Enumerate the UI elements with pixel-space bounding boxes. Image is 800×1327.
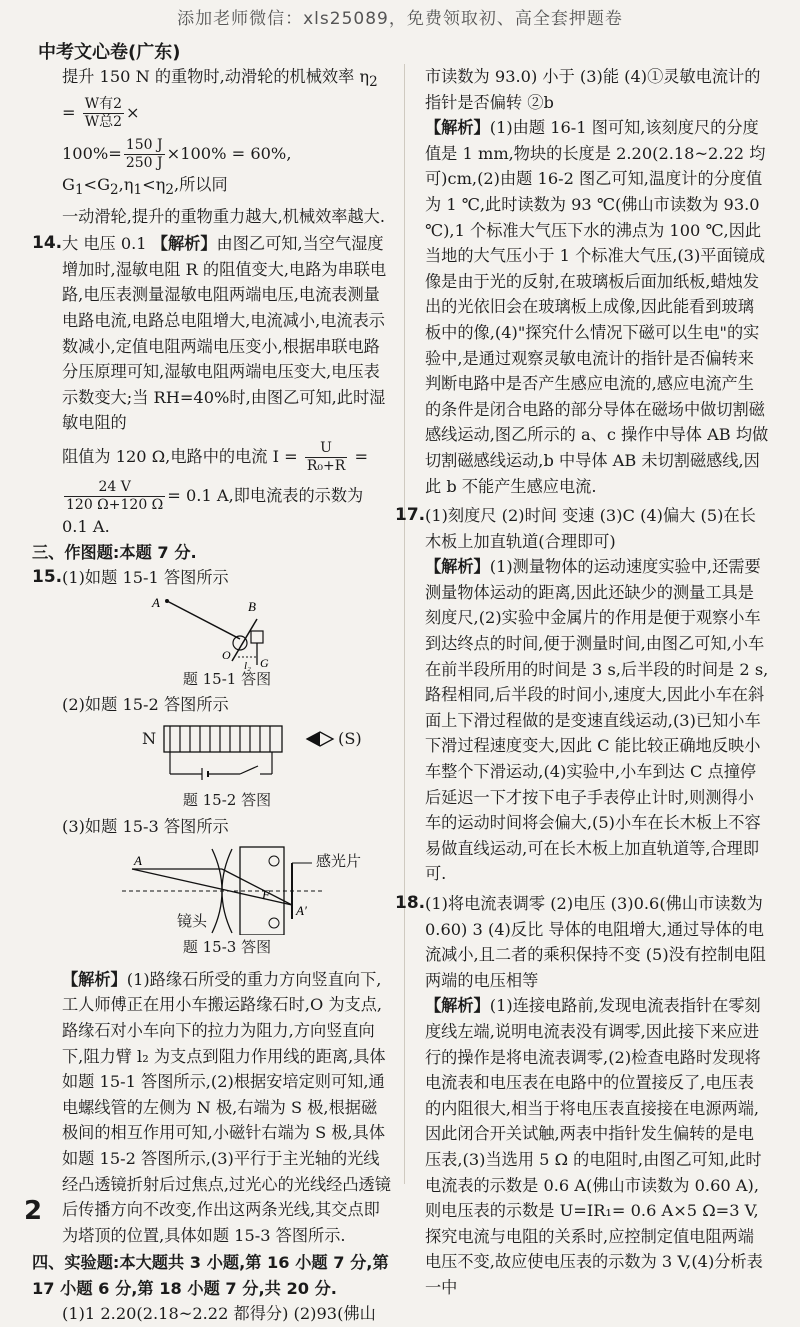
fig1-label-o: O [222,647,231,662]
q18-analysis: 【解析】(1)连接电路前,发现电流表指针在零刻度线左端,说明电流表没有调零,因此接下来应进行的操作是将电流表调零,(2)检查电路时发现将电流表和电压表在电路中的位置接反了,电压表的内阻很大,相当于将电压表直接接在电源两端,因此闭合开关试触,两表中指针发生偏转的是电压表,(3)当选用 5 Ω 的电阻时,由图乙可知,此时电流表的示数是 0.6 A(佛山市读数为 0.60 A),则电压表的示数是 U=IR₁= 0.6 A×5 Ω=3 V,探究电流与电阻的关系时,应控制定值电阻两端电压不变,故应使电压表的示数为 3 V,(4)分析表一中 [425,996,763,1297]
fraction-w: $\frac{\text{W有2}}{\text{W总2}}$ [84,95,123,130]
q14: 14. 大 电压 0.1 【解析】由图乙可知,当空气湿度增加时,湿敏电阻 R 的阻值变大,电路为串联电路,电压表测量湿敏电阻两端电压,电流表测量电路电流,电路总电阻增大,电流减小,电流表示数减小,定值电阻两端电压变小,根据串联电路分压原理可知,湿敏电阻两端电压变大,电压表示数变大;当 RH=40%时,由图乙可知,此时湿敏电阻的 [32,233,387,433]
fig1-label-g: G [260,655,269,670]
section-3-heading: 三、作图题:本题 7 分. [32,542,197,562]
q16-answer: (1)1 2.20(2.18~2.22 都得分) (2)93(佛山 [62,1304,376,1324]
left-column [32,64,392,1327]
brand-header: 中考文心卷(广东) [38,42,181,63]
q18-number: 18. [395,893,426,913]
figure-15-3 [62,839,392,935]
q15-number: 15. [32,567,63,588]
fraction-j: $\frac{150 J}{250 J}$ [125,136,163,171]
figure-15-1-caption: 题 15-1 答图 [182,669,272,688]
q15-1: 15. (1)如题 15-1 答图所示 [62,565,392,591]
fig3-sensor-label: 感光片 [316,852,362,871]
q17-answer: 17. (1)刻度尺 (2)时间 变速 (3)C (4)偏大 (5)在长木板上加直轨道(合理即可) [395,505,756,551]
fig1-label-l2: l₂ [244,659,251,671]
figure-15-2 [62,718,392,788]
fig1-label-a: A [152,594,160,610]
fig2-north-label: N [142,728,157,748]
efficiency-conclusion: 一动滑轮,提升的重物重力越大,机械效率越大. [62,206,385,226]
q14-number: 14. [32,233,63,254]
fig1-label-b: B [248,598,256,614]
figure-15-2-caption: 题 15-2 答图 [182,790,272,809]
fig3-lens-label: 镜头 [177,912,208,931]
q15-2: (2)如题 15-2 答图所示 [62,695,229,715]
svg-text:A′: A′ [296,903,307,919]
svg-text:F: F [262,887,270,903]
page-number: 2 [24,1196,43,1226]
q15-3: (3)如题 15-3 答图所示 [62,816,229,836]
q18-answer: 18. (1)将电流表调零 (2)电压 (3)0.6(佛山市读数为 0.60) 3 (4)反比 导体的电阻增大,通过导体的电流减小,且二者的乘积保持不变 (5)没有控制电阻两端的电压相等 [395,893,766,990]
q16-answer-cont: 市读数为 93.0) 小于 (3)能 (4)①灵敏电流计的指针是否偏转 ②b [425,67,761,112]
efficiency-calc: 100%= $\frac{150 J}{250 J}$ ×100% = 60%, $G_1<G_2,\eta_1<\eta_2$,所以同 [62,136,292,199]
watermark-banner: 添加老师微信：xls25089，免费领取初、高全套押题卷 [177,9,623,29]
q14-result: $\frac{24 V}{120 \Omega+120 \Omega}$ = 0.1 A,即电流表的示数为 0.1 A. [62,479,364,536]
section-4-heading: 四、实验题:本大题共 3 小题,第 16 小题 7 分,第 17 小题 6 分,第 18 小题 7 分,共 20 分. [32,1253,389,1298]
figure-15-1 [62,591,362,671]
q16-analysis: 【解析】(1)由题 16-1 图可知,该刻度尺的分度值是 1 mm,物块的长度是 2.20(2.18~2.22 均可)cm,(2)由题 16-2 图乙可知,温度计的分度值为 1 ℃,此时读数为 93 ℃(佛山市读数为 93.0 ℃),1 个标准大气压下水的沸点为 100 ℃,因此当地的大气压小于 1 个标准大气压,(3)平面镜成像是由于光的反射,在玻璃板后面加纸板,蜡烛发出的光依旧会在玻璃板上成像,因此能看到玻璃板中的像,(4)"探究什么情况下磁可以生电"的实验中,是通过观察灵敏电流计的指针是否偏转来判断电路中是否产生感应电流的,感应电流产生的条件是闭合电路的部分导体在磁场中做切割磁感线运动,图乙所示的 a、c 操作中导体 AB 均做切割磁感线运动,b 中导体 AB 未切割磁感线,因此 b 不能产生感应电流. [425,118,769,496]
q17-analysis: 【解析】(1)测量物体的运动速度实验中,还需要测量物体运动的距离,因此还缺少的测量工具是刻度尺,(2)实验中金属片的作用是便于观察小车到达终点的时间,便于测量时间,由图乙可知,小车在前半段所用的时间是 3 s,后半段的时间是 2 s,路程相同,后半段的时间小,速度大,因此小车在斜面上下滑过程做的是变速直线运动,(3)已知小车下滑过程速度变大,因此 C 能比较正确地反映小车整个下滑运动,(4)实验中,小车到达 C 点撞停后延迟一下才按下电子手表停止计时,则测得小车的运动时间将会偏大,(5)小车在长木板上不容易做直线运动,可在长木板上加直轨道等,合理即可. [425,557,769,884]
column-divider [404,64,405,1184]
q15-analysis: 【解析】(1)路缘石所受的重力方向竖直向下,工人师傅正在用小车搬运路缘石时,O 为支点,路缘石对小车向下的拉力为阻力,方向竖直向下,阻力臂 l₂ 为支点到阻力作用线的距离,具体如题 15-1 答图所示,(2)根据安培定则可知,通电螺线管的左侧为 N 极,右端为 S 极,根据磁极间的相互作用可知,小磁针右端为 S 极,具体如题 15-2 答图所示,(3)平行于主光轴的光线经凸透镜折射后过焦点,过光心的光线经凸透镜后传播方向不改变,作出这两条光线,其交点即为塔顶的位置,具体如题 15-3 答图所示. [62,969,391,1245]
q17-number: 17. [395,505,426,526]
svg-text:A: A [134,853,142,869]
fraction-value: $\frac{24 V}{120 \Omega+120 \Omega}$ [66,479,164,513]
fig2-south-label: (S) [338,728,362,748]
fraction-ohm: $\frac{U}{\text{R₀+R}}$ [306,440,346,474]
figure-15-3-caption: 题 15-3 答图 [182,938,272,957]
efficiency-line: 提升 150 N 的重物时,动滑轮的机械效率 $\eta_2$ = $\frac{\text{W有2}}{\text{W总2}}$ × [62,67,378,130]
right-column [395,64,770,1301]
q14-current: 阻值为 120 Ω,电路中的电流 I = $\frac{U}{\text{R₀+R}}$ = [62,440,369,474]
